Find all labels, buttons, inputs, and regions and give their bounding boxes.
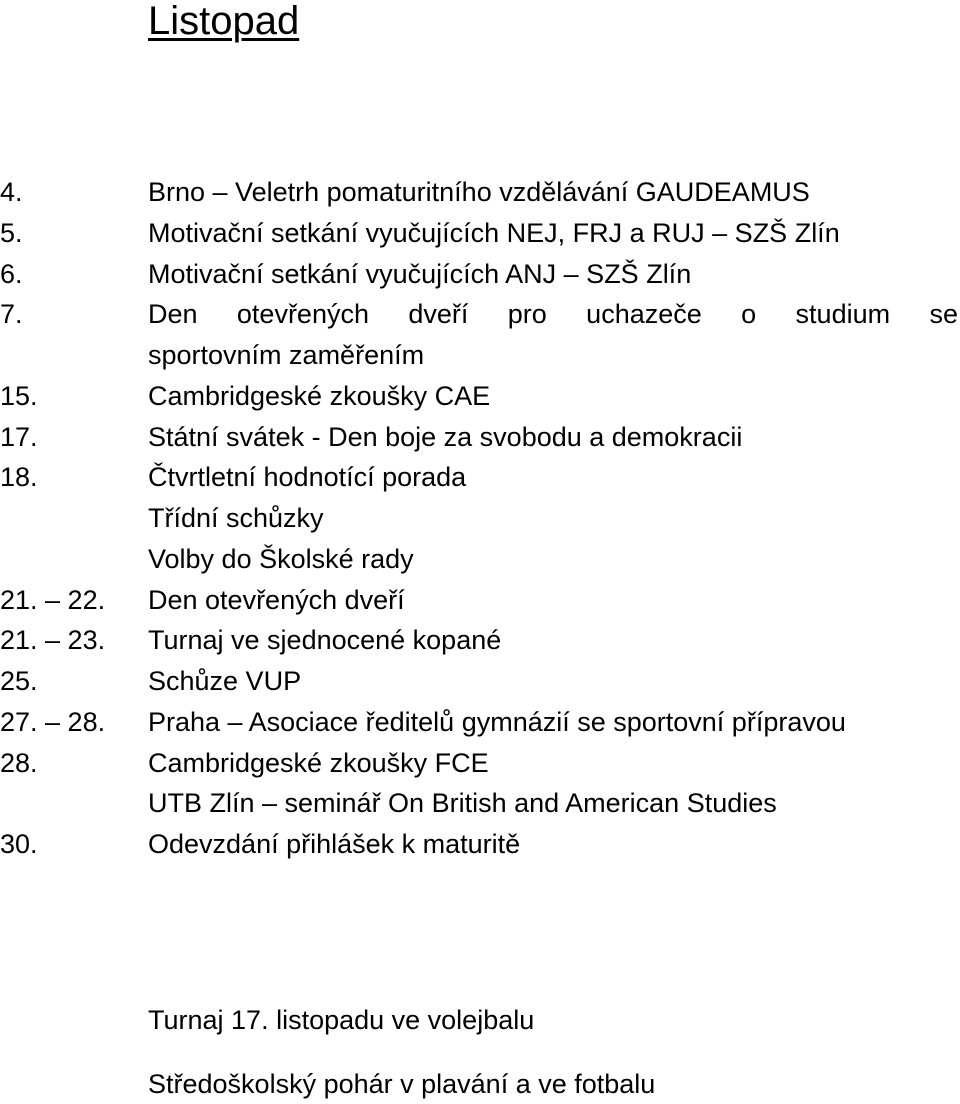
list-item — [0, 702, 960, 743]
event-word: studium — [795, 299, 891, 330]
event-text: Třídní schůzky — [148, 503, 324, 533]
event-date: 4. — [0, 177, 23, 207]
extra-event: Turnaj 17. listopadu ve volejbalu — [148, 1005, 535, 1035]
event-date: 5. — [0, 217, 23, 248]
event-date: 6. — [0, 258, 23, 289]
event-text: Státní svátek - Den boje za svobodu a demokracii — [148, 421, 743, 452]
event-text: Cambridgeské zkoušky FCE — [148, 747, 489, 778]
list-item — [0, 620, 960, 661]
event-text: Brno – Veletrh pomaturitního vzdělávání GAUDEAMUS — [148, 177, 810, 207]
list-item — [0, 539, 960, 580]
list-item — [0, 335, 960, 376]
event-word: otevřených — [236, 299, 369, 330]
event-text: Turnaj ve sjednocené kopané — [148, 625, 502, 656]
event-text: Volby do Školské rady — [148, 543, 414, 574]
event-text: sportovním zaměřením — [148, 340, 425, 370]
event-word: dveří — [408, 299, 469, 330]
list-item — [0, 457, 960, 498]
extra-event: Středoškolský pohár v plavání a ve fotbalu — [148, 1069, 656, 1099]
event-text: Cambridgeské zkoušky CAE — [148, 380, 491, 411]
list-item — [0, 743, 960, 784]
event-list — [0, 172, 960, 865]
event-text: Praha – Asociace ředitelů gymnázií se sportovní přípravou — [148, 706, 846, 737]
event-date: 28. — [0, 747, 38, 778]
event-date: 17. — [0, 421, 38, 452]
event-date: 21. – 23. — [0, 625, 106, 656]
event-date: 21. – 22. — [0, 584, 106, 615]
list-item — [0, 294, 960, 335]
list-item — [0, 580, 960, 621]
event-word: Den — [148, 299, 198, 330]
event-word: uchazeče — [586, 299, 702, 330]
event-date: 15. — [0, 380, 38, 411]
event-text: Den otevřených dveří — [148, 584, 405, 615]
list-item — [0, 254, 960, 295]
event-date: 30. — [0, 829, 38, 859]
list-item — [0, 376, 960, 417]
event-text: Schůze VUP — [148, 666, 302, 696]
event-word: o — [741, 299, 757, 330]
event-date: 7. — [0, 299, 23, 330]
list-item — [0, 417, 960, 458]
event-text — [148, 294, 958, 335]
list-item — [0, 498, 960, 539]
list-item — [0, 661, 960, 702]
list-item — [0, 824, 960, 865]
event-text: Motivační setkání vyučujících NEJ, FRJ a RUJ – SZŠ Zlín — [148, 217, 840, 248]
event-word: pro — [507, 299, 547, 330]
event-date: 27. – 28. — [0, 706, 106, 737]
event-text: UTB Zlín – seminář On British and American Studies — [148, 788, 777, 819]
list-item — [0, 783, 960, 824]
event-word: se — [929, 299, 958, 330]
event-text: Motivační setkání vyučujících ANJ – SZŠ Zlín — [148, 258, 692, 289]
list-item — [0, 172, 960, 213]
list-item — [0, 213, 960, 254]
event-text: Čtvrtletní hodnotící porada — [148, 462, 467, 493]
event-text: Odevzdání přihlášek k maturitě — [148, 829, 521, 859]
page-title: Listopad — [148, 0, 300, 43]
event-date: 18. — [0, 462, 38, 493]
event-date: 25. — [0, 666, 38, 696]
